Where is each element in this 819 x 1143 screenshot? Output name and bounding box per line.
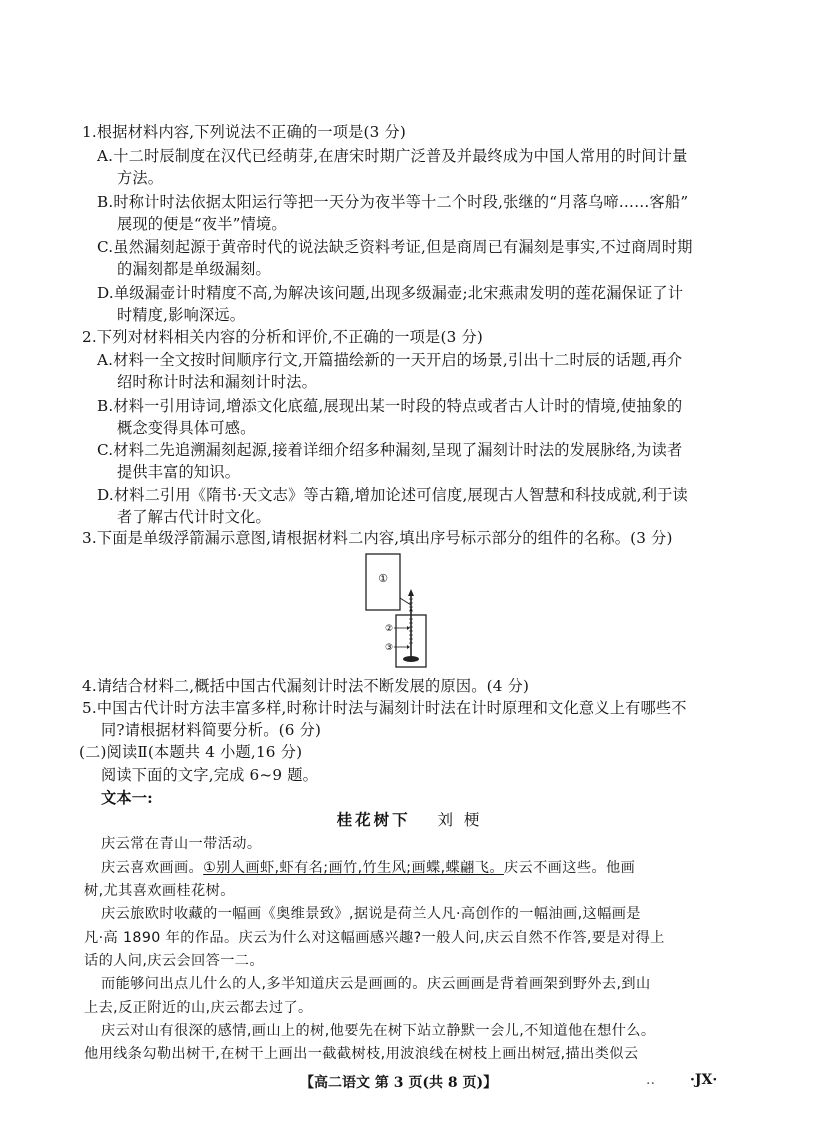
question-1-option-d: D.单级漏壶计时精度不高,为解决该问题,出现多级漏壶;北宋燕肃发明的莲花漏保证了计 <box>97 284 684 302</box>
question-1-option-a: A.十二时辰制度在汉代已经萌芽,在唐宋时期广泛普及并最终成为中国人常用的时间计量 <box>97 147 688 165</box>
question-4-stem: 4.请结合材料二,概括中国古代漏刻计时法不断发展的原因。(4 分) <box>82 677 530 695</box>
question-1-option-b-cont: 展现的便是“夜半”情境。 <box>117 215 287 233</box>
story-paragraph-4: 而能够问出点儿什么的人,多半知道庆云是画画的。庆云画画是背着画架到野外去,到山 <box>101 976 651 992</box>
story-paragraph-3-cont-2: 话的人问,庆云会回答一二。 <box>84 953 264 969</box>
story-p2-start: 庆云喜欢画画。 <box>101 860 204 876</box>
question-2-option-c-cont: 提供丰富的知识。 <box>117 463 241 481</box>
question-2-option-d: D.材料二引用《隋书·天文志》等古籍,增加论述可信度,展现古人智慧和科技成就,利于读 <box>97 486 688 504</box>
label-3: ③ <box>384 643 394 653</box>
question-5-stem: 5.中国古代计时方法丰富多样,时称计时法与漏刻计时法在计时原理和文化意义上有哪些不 <box>82 699 687 717</box>
story-p2-end: 庆云不画这些。他画 <box>503 860 636 876</box>
question-2-option-c: C.材料二先追溯漏刻起源,接着详细介绍多种漏刻,呈现了漏刻计时法的发展脉络,为读者 <box>97 441 683 459</box>
page-footer: 【高二语文 第 3 页(共 8 页)】 <box>300 1075 498 1091</box>
question-1-option-b: B.时称计时法依据太阳运行等把一天分为夜半等十二个时段,张继的“月落乌啼……客船” <box>97 193 689 211</box>
question-2-option-a: A.材料一全文按时间顺序行文,开篇描绘新的一天开启的场景,引出十二时辰的话题,再介 <box>97 351 683 369</box>
clepsydra-diagram <box>345 553 445 673</box>
story-paragraph-4-cont: 上去,反正附近的山,庆云都去过了。 <box>84 1000 313 1016</box>
story-paragraph-5: 庆云对山有很深的感情,画山上的树,他要先在树下站立静默一会儿,不知道他在想什么。 <box>101 1023 656 1039</box>
story-paragraph-3-cont-1: 凡·高 1890 年的作品。庆云为什么对这幅画感兴趣?一般人问,庆云自然不作答,要是对得上 <box>84 930 665 946</box>
section-heading: (二)阅读Ⅱ(本题共 4 小题,16 分) <box>79 743 303 761</box>
text-label: 文本一: <box>101 789 153 807</box>
story-p2-underlined: ①别人画虾,虾有名;画竹,竹生风;画蝶,蝶翩飞。 <box>203 860 504 876</box>
footer-code: ·JX· <box>690 1072 718 1088</box>
label-1: ① <box>378 572 388 585</box>
question-2-stem: 2.下列对材料相关内容的分析和评价,不正确的一项是(3 分) <box>82 328 483 346</box>
question-2-option-a-cont: 绍时称计时法和漏刻计时法。 <box>117 373 318 391</box>
story-paragraph-1: 庆云常在青山一带活动。 <box>101 836 262 852</box>
story-paragraph-2 <box>101 858 635 878</box>
story-paragraph-5-cont: 他用线条勾勒出树干,在树干上画出一截截树枝,用波浪线在树枝上画出树冠,描出类似云 <box>84 1046 639 1062</box>
story-title-line <box>0 810 819 830</box>
story-paragraph-3: 庆云旅欧时收藏的一幅画《奥维景致》,据说是荷兰人凡·高创作的一幅油画,这幅画是 <box>101 906 641 922</box>
section-instruction: 阅读下面的文字,完成 6~9 题。 <box>101 766 318 784</box>
story-author: 刘 梗 <box>437 811 483 829</box>
question-1-option-c-cont: 的漏刻都是单级漏刻。 <box>117 260 271 278</box>
question-5-stem-cont: 同?请根据材料简要分析。(6 分) <box>101 721 322 739</box>
question-2-option-b: B.材料一引用诗词,增添文化底蕴,展现出某一时段的特点或者古人计时的情境,使抽象的 <box>97 397 683 415</box>
footer-dots: .. <box>646 1072 655 1088</box>
question-2-option-d-cont: 者了解古代计时文化。 <box>117 508 271 526</box>
story-paragraph-2-cont: 树,尤其喜欢画桂花树。 <box>84 883 235 899</box>
arrow-tip <box>408 589 414 596</box>
float-shape <box>403 656 419 662</box>
question-1-option-d-cont: 时精度,影响深远。 <box>117 306 246 324</box>
story-title: 桂花树下 <box>336 810 411 829</box>
question-1-option-a-cont: 方法。 <box>117 169 164 187</box>
question-1-stem: 1.根据材料内容,下列说法不正确的一项是(3 分) <box>82 123 407 141</box>
question-2-option-b-cont: 概念变得具体可感。 <box>117 419 256 437</box>
label-2: ② <box>384 624 394 634</box>
question-1-option-c: C.虽然漏刻起源于黄帝时代的说法缺乏资料考证,但是商周已有漏刻是事实,不过商周时期 <box>97 238 693 256</box>
question-3-stem: 3.下面是单级浮箭漏示意图,请根据材料二内容,填出序号标示部分的组件的名称。(3 分) <box>82 529 673 547</box>
